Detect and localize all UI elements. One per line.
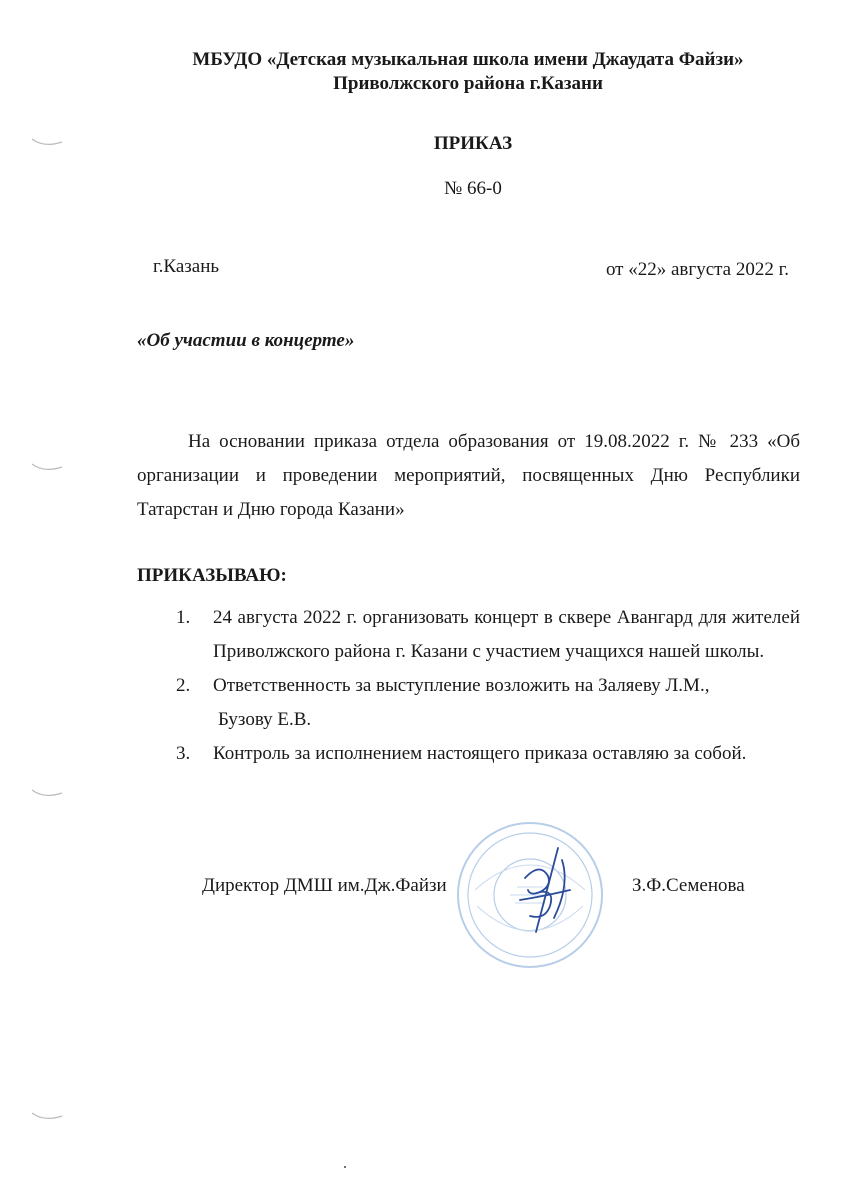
scan-speck [344,1166,346,1168]
order-heading: ПРИКАЗЫВАЮ: [137,565,287,586]
organization-district: Приволжского района г.Казани [333,73,603,94]
order-item-text: Ответственность за выступление возложить на Заляеву Л.М., [213,675,710,696]
basis-paragraph: На основании приказа отдела образования от 19.08.2022 г. № 233 «Об организации и проведении мероприятий, посвященных Дню Республики Татарстан и Дню города Казани» [137,431,800,520]
order-item [176,601,800,669]
signer-role: Директор ДМШ им.Дж.Файзи [202,875,447,896]
document-subject: «Об участии в концерте» [137,330,355,351]
order-item-number: 1. [176,607,191,628]
document-number: № 66-0 [444,178,502,199]
document-city: г.Казань [153,256,220,277]
order-item-number: 2. [176,675,191,696]
order-item-number: 3. [176,743,191,764]
organization-header [0,48,846,96]
punch-hole-mark [30,461,64,475]
order-item-text: 24 августа 2022 г. организовать концерт в сквере Авангард для жителей Приволжского района г. Казани с участием учащихся нашей школы. [213,607,800,662]
document-date: от «22» августа 2022 г. [605,259,789,280]
handwritten-signature [500,840,590,935]
signer-name: З.Ф.Семенова [632,875,745,896]
document-title: ПРИКАЗ [433,133,513,154]
order-item-text: Контроль за исполнением настоящего приказа оставляю за собой. [213,743,747,764]
order-list [176,601,800,771]
order-item [176,669,800,737]
punch-hole-mark [30,1110,64,1124]
order-item [176,737,800,771]
organization-name: МБУДО «Детская музыкальная школа имени Джаудата Файзи» [192,49,744,70]
order-item-continuation: Бузову Е.В. [218,709,312,730]
punch-hole-mark [30,787,64,801]
